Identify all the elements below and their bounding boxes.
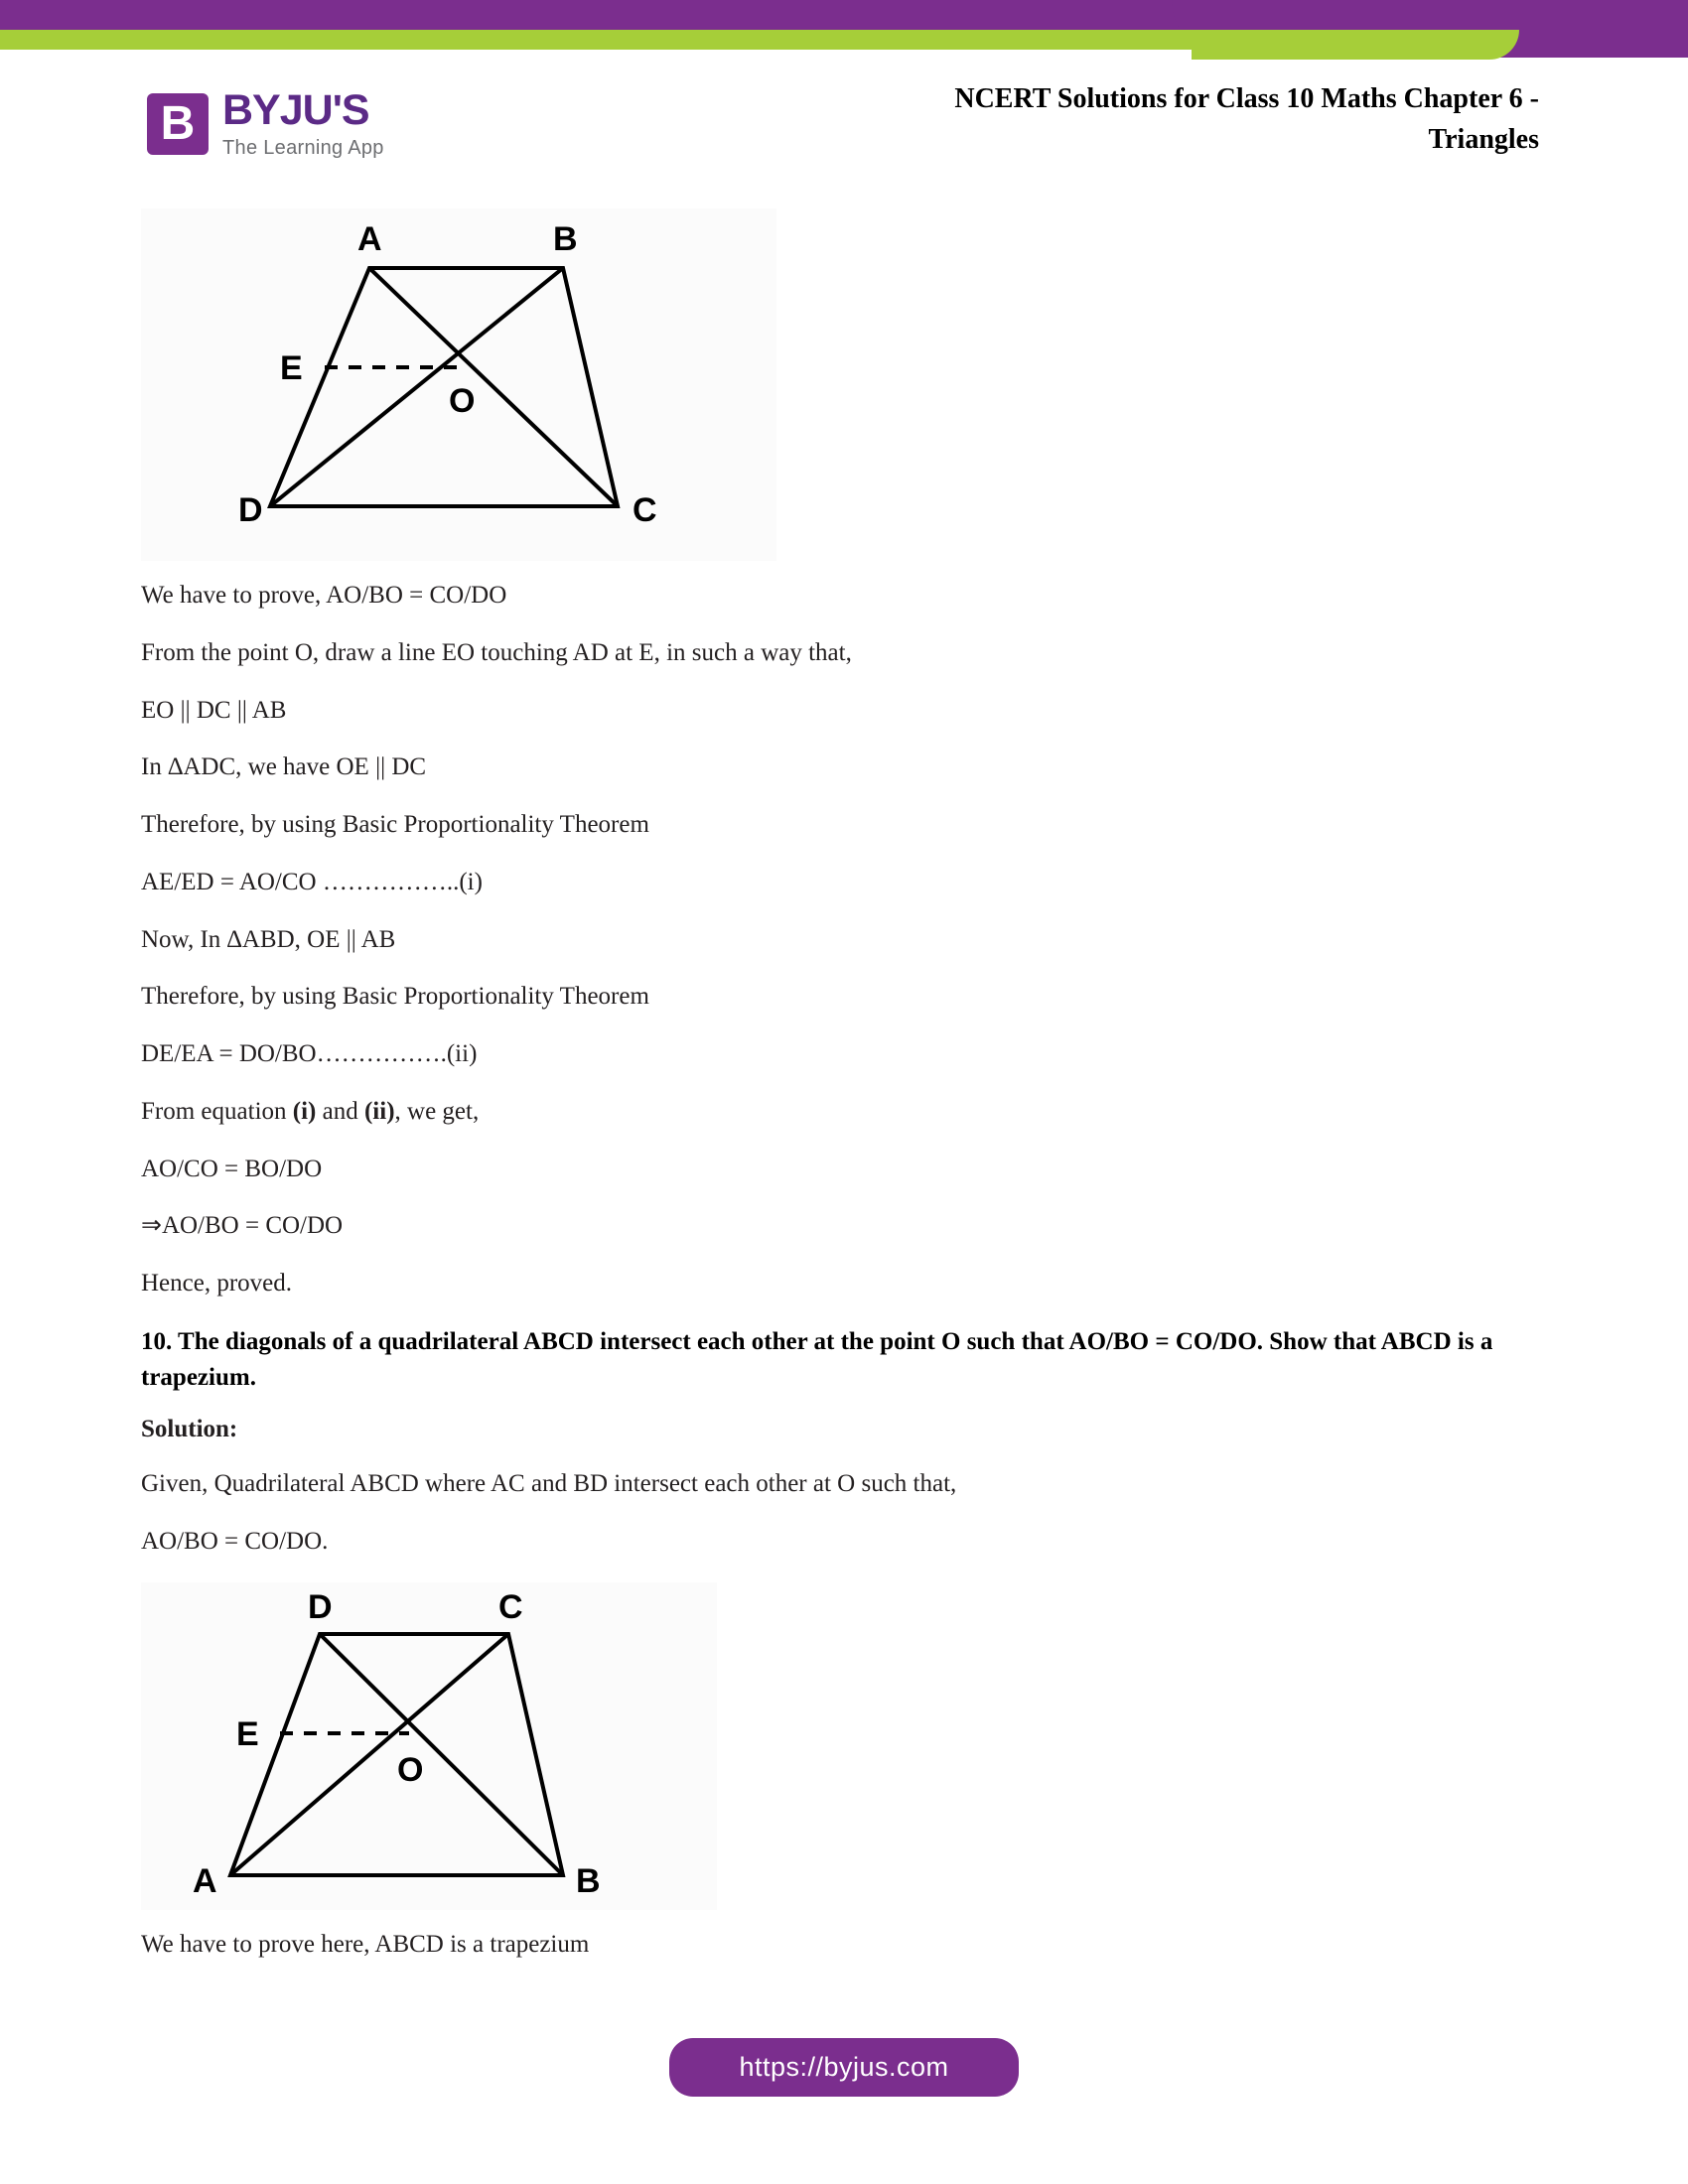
figure-1-label-c: C <box>633 491 657 529</box>
proof-line-10-part-a: From equation <box>141 1097 293 1125</box>
figure-2-label-e: E <box>236 1714 259 1753</box>
logo-text-block <box>222 86 384 159</box>
logo-mark-icon <box>147 93 209 155</box>
logo-brand-name: BYJU'S <box>222 86 369 134</box>
solution-line-1: Given, Quadrilateral ABCD where AC and BD intersect each other at O such that, <box>141 1470 957 1498</box>
page-title <box>784 79 1539 160</box>
proof-line-3: EO || DC || AB <box>141 696 287 724</box>
page-footer <box>0 2038 1688 2097</box>
green-bar-rounded <box>1192 30 1519 60</box>
page-title-line2: Triangles <box>1428 123 1539 155</box>
proof-line-1: We have to prove, AO/BO = CO/DO <box>141 582 507 609</box>
proof-line-2: From the point O, draw a line EO touching AD at E, in such a way that, <box>141 638 852 666</box>
logo-tagline: The Learning App <box>222 137 384 159</box>
figure-2-label-d: D <box>308 1587 333 1626</box>
green-bar <box>0 30 1311 50</box>
proof-line-5: Therefore, by using Basic Proportionality Theorem <box>141 811 649 838</box>
logo-letter: B <box>160 96 196 150</box>
proof-line-10-eq-ii: (ii) <box>363 1097 395 1125</box>
figure-2-background <box>141 1582 717 1910</box>
figure-trapezium-2 <box>141 1582 1551 1910</box>
document-body <box>141 208 1551 1985</box>
byjus-url-link[interactable]: https://byjus.com <box>669 2038 1018 2097</box>
proof-line-6: AE/ED = AO/CO ……………..(i) <box>141 868 483 895</box>
proof-line-10-part-e: , we get, <box>394 1097 480 1125</box>
proof-line-9: DE/EA = DO/BO…………….(ii) <box>141 1040 478 1067</box>
proof-line-11: AO/CO = BO/DO <box>141 1155 323 1182</box>
proof-line-4: In ∆ADC, we have OE || DC <box>141 753 427 781</box>
figure-1-label-o: O <box>449 382 476 420</box>
proof-line-10-part-c: and <box>316 1097 364 1125</box>
page-header <box>0 79 1688 169</box>
figure-1-svg <box>141 208 776 561</box>
question-10-text: 10. The diagonals of a quadrilateral ABCD intersect each other at the point O such that AO/BO = CO/DO. Show that ABCD is a trapezium. <box>141 1327 1493 1391</box>
figure-2-label-o: O <box>397 1750 424 1789</box>
figure-1-label-e: E <box>280 349 303 387</box>
page-title-line1: NCERT Solutions for Class 10 Maths Chapter 6 - <box>954 83 1539 114</box>
figure-trapezium-1 <box>141 208 1551 561</box>
figure-1-label-d: D <box>238 491 263 529</box>
proof-line-8: Therefore, by using Basic Proportionality Theorem <box>141 983 649 1011</box>
top-decoration-bar <box>0 0 1688 62</box>
figure-2-svg <box>141 1582 717 1910</box>
figure-2-label-a: A <box>193 1861 217 1900</box>
proof-line-12: ⇒AO/BO = CO/DO <box>141 1212 344 1240</box>
solution-label: Solution: <box>141 1416 238 1443</box>
byjus-logo <box>147 86 384 159</box>
proof-line-13: Hence, proved. <box>141 1270 293 1297</box>
proof-line-10 <box>141 1095 1551 1129</box>
figure-1-label-a: A <box>357 220 382 258</box>
figure-2-label-c: C <box>498 1587 523 1626</box>
proof-line-10-eq-i: (i) <box>292 1097 317 1125</box>
figure-1-label-b: B <box>553 220 578 258</box>
figure-2-label-b: B <box>576 1861 601 1900</box>
solution-line-3: We have to prove here, ABCD is a trapezium <box>141 1930 590 1958</box>
solution-line-2: AO/BO = CO/DO. <box>141 1528 329 1555</box>
proof-line-7: Now, In ∆ABD, OE || AB <box>141 925 396 953</box>
